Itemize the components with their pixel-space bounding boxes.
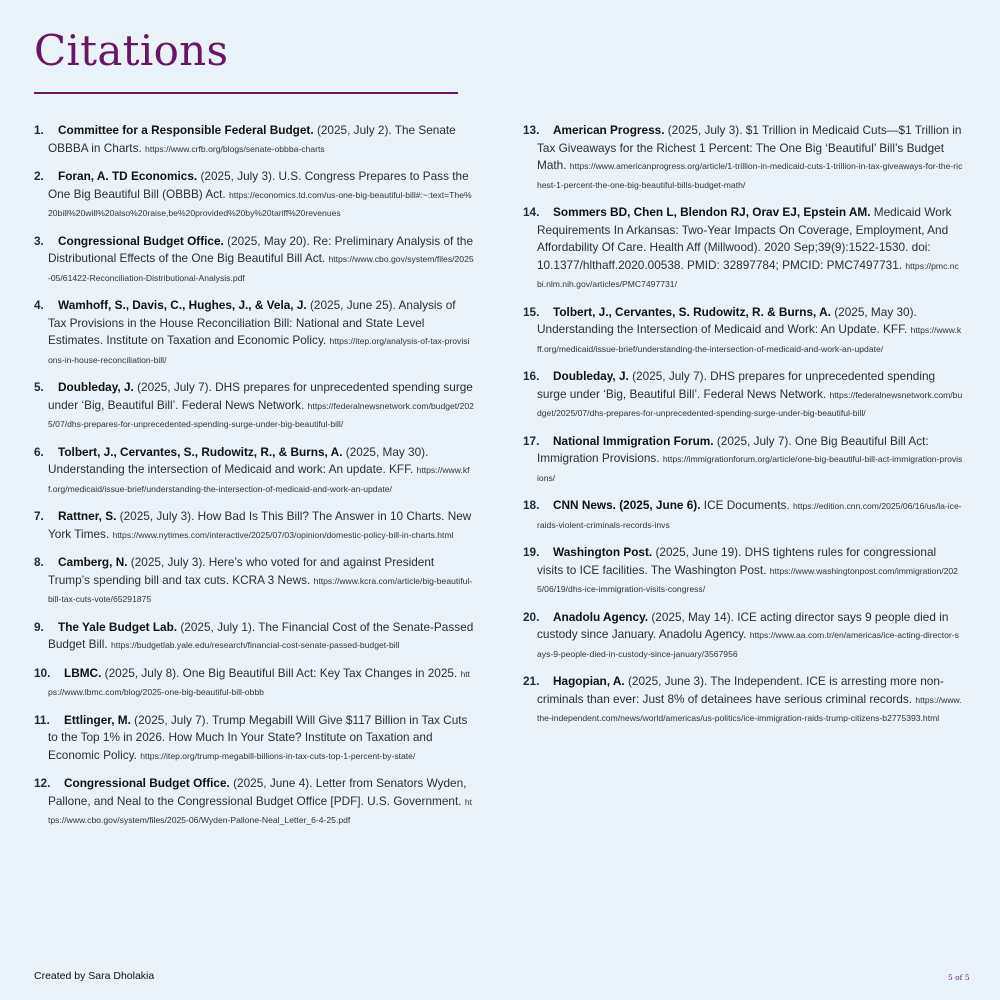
- citation-item: [523, 368, 963, 423]
- citation-number: 5.: [34, 380, 44, 394]
- citation-number: 2.: [34, 169, 44, 183]
- citation-detail: Medicaid Work Requirements In Arkansas: Two-Year Impacts On Coverage, Employment, And Affordability Of Care. Health Aff (Millwood). 2020 Sep;39(9):1522-1530. doi: 10.1377/hlthaff.2020.00538. PMID: 32897784; PMCID: PMC7497731.: [537, 205, 952, 272]
- citation-detail: (2025, May 30). Understanding the Intersection of Medicaid and Work: An Update. KFF.: [537, 304, 917, 336]
- citation-item: [34, 168, 474, 223]
- citation-number: 20.: [523, 609, 540, 624]
- citation-detail: (2025, July 1). The Financial Cost of the Senate-Passed Budget Bill.: [48, 619, 474, 651]
- citation-author: Wamhoff, S., Davis, C., Hughes, J., & Vela, J.: [58, 298, 307, 312]
- citation-number: 6.: [34, 444, 44, 459]
- citation-link[interactable]: https://www.washingtonpost.com/immigration/2025/06/19/dhs-ice-immigration-visits-congress/: [537, 565, 958, 594]
- citation-link[interactable]: https://edition.cnn.com/2025/06/16/us/la-ice-raids-violent-criminals-records-invs: [537, 501, 962, 530]
- citation-detail: (2025, July 7). One Big Beautiful Bill Act: Immigration Provisions.: [537, 433, 929, 465]
- citation-author: Hagopian, A.: [553, 674, 625, 688]
- citation-item: [34, 122, 474, 158]
- page-title: Citations: [34, 26, 229, 75]
- citation-item: [34, 712, 474, 766]
- citation-link[interactable]: https://www.cbo.gov/system/files/2025-05/61422-Reconciliation-Distributional-Analysis.pdf: [48, 254, 474, 283]
- citation-link[interactable]: https://www.aa.com.tr/en/americas/ice-acting-director-says-9-people-died-in-custody-since-january/3567956: [537, 630, 959, 659]
- citation-detail: (2025, May 14). ICE acting director says 9 people died in custody since January. Anadolu Agency.: [537, 609, 949, 641]
- citation-number: 21.: [523, 674, 540, 688]
- citation-author: Ettlinger, M.: [64, 712, 131, 727]
- citation-number: 8.: [34, 555, 44, 569]
- citation-detail: (2025, July 2). The Senate OBBBA in Charts.: [48, 123, 456, 155]
- citation-detail: (2025, July 3). Here’s who voted for and against President Trump’s spending bill and tax cuts. KCRA 3 News.: [48, 555, 435, 587]
- citation-item: [523, 609, 963, 664]
- citation-link[interactable]: https://www.the-independent.com/news/world/americas/us-politics/ice-immigration-raids-trump-citizens-b2775393.html: [537, 694, 962, 723]
- citation-item: [523, 122, 963, 194]
- citation-number: 16.: [523, 369, 540, 383]
- citation-number: 10.: [34, 665, 51, 680]
- citation-link[interactable]: https://www.nytimes.com/interactive/2025/07/03/opinion/domestic-policy-bill-in-charts.html: [112, 529, 454, 540]
- citation-link[interactable]: https://www.americanprogress.org/article/1-trillion-in-medicaid-cuts-1-trillion-in-tax-giveaways-for-the-richest-1-percent-the-one-big-beautiful-bills-budget-math/: [537, 161, 963, 190]
- citation-detail: (2025, June 4). Letter from Senators Wyden, Pallone, and Neal to the Congressional Budget Office [PDF]. U.S. Government.: [48, 776, 467, 808]
- citation-item: [523, 544, 963, 599]
- citation-number: 4.: [34, 298, 44, 312]
- citation-link[interactable]: https://economics.td.com/us-one-big-beautiful-bill#:~:text=The%20bill%20will%20also%20raise,be%20provided%20by%20tariff%20revenues: [48, 189, 472, 218]
- citation-author: The Yale Budget Lab.: [58, 619, 178, 634]
- citation-detail: (2025, July 7). DHS prepares for unprecedented spending surge under ‘Big, Beautiful Bill’. Federal News Network.: [48, 380, 473, 412]
- citation-detail: (2025, July 3). U.S. Congress Prepares to Pass the One Big Beautiful Bill (OBBB) Act.: [48, 169, 469, 201]
- citation-item: [34, 233, 474, 288]
- citation-item: [34, 554, 474, 609]
- citation-author: CNN News. (2025, June 6).: [553, 498, 701, 512]
- citation-link[interactable]: https://itep.org/trump-megabill-billions-in-tax-cuts-top-1-percent-by-state/: [140, 750, 416, 761]
- citation-item: [34, 297, 474, 369]
- citation-link[interactable]: https://www.crfb.org/blogs/senate-obbba-charts: [145, 143, 325, 154]
- citation-number: 14.: [523, 205, 540, 219]
- citation-author: Tolbert, J., Cervantes, S. Rudowitz, R. & Burns, A.: [553, 304, 831, 319]
- citation-item: [34, 379, 474, 434]
- citation-number: 1.: [34, 123, 44, 137]
- citations-column-right: [523, 122, 963, 738]
- citation-author: Foran, A. TD Economics.: [58, 169, 198, 183]
- citation-number: 13.: [523, 123, 540, 137]
- citation-number: 7.: [34, 509, 44, 523]
- citation-author: Anadolu Agency.: [553, 609, 649, 624]
- citation-number: 12.: [34, 776, 51, 790]
- citation-author: Tolbert, J., Cervantes, S., Rudowitz, R., & Burns, A.: [58, 444, 343, 459]
- citation-link[interactable]: https://pmc.ncbi.nlm.nih.gov/articles/PMC7497731/: [537, 260, 959, 289]
- citation-number: 3.: [34, 233, 44, 248]
- citation-detail: ICE Documents.: [703, 498, 790, 512]
- footer-credit: Created by Sara Dholakia: [34, 970, 155, 982]
- citation-detail: (2025, July 7). DHS prepares for unprecedented spending surge under ‘Big, Beautiful Bill’. Federal News Network.: [537, 369, 936, 401]
- citation-number: 15.: [523, 304, 540, 319]
- citation-number: 11.: [34, 712, 50, 727]
- citation-author: Camberg, N.: [58, 555, 128, 569]
- citation-list-left: [34, 122, 474, 830]
- citation-author: Washington Post.: [553, 545, 653, 559]
- citation-detail: (2025, July 3). How Bad Is This Bill? The Answer in 10 Charts. New York Times.: [48, 509, 472, 541]
- citation-author: Congressional Budget Office.: [58, 233, 224, 248]
- citation-link[interactable]: https://budgetlab.yale.edu/research/financial-cost-senate-passed-budget-bill: [110, 640, 400, 650]
- citation-author: Congressional Budget Office.: [64, 776, 230, 790]
- citation-item: [523, 497, 963, 534]
- citation-author: Rattner, S.: [58, 509, 117, 523]
- citation-item: [523, 304, 963, 359]
- citation-author: Doubleday, J.: [58, 380, 134, 394]
- citation-number: 17.: [523, 433, 540, 448]
- citation-author: National Immigration Forum.: [553, 433, 714, 448]
- citation-list-right: [523, 122, 963, 728]
- citation-number: 9.: [34, 619, 44, 634]
- citation-number: 19.: [523, 545, 540, 559]
- citation-item: [34, 444, 474, 499]
- citation-item: [34, 665, 474, 702]
- citation-author: Sommers BD, Chen L, Blendon RJ, Orav EJ, Epstein AM.: [553, 205, 871, 219]
- citation-author: American Progress.: [553, 123, 665, 137]
- citations-column-left: [34, 122, 474, 840]
- citation-author: Doubleday, J.: [553, 369, 629, 383]
- title-underline: [34, 92, 458, 94]
- citation-item: [523, 673, 963, 728]
- citation-item: [523, 433, 963, 488]
- citation-detail: (2025, June 25). Analysis of Tax Provisions in the House Reconciliation Bill: National and State Level Estimates. Institute on Taxation and Economic Policy.: [48, 298, 456, 347]
- citation-link[interactable]: https://www.kff.org/medicaid/issue-brief/understanding-the-intersection-of-medicaid-and-work-an-update/: [48, 465, 470, 494]
- citation-detail: (2025, July 8). One Big Beautiful Bill Act: Key Tax Changes in 2025.: [104, 665, 458, 680]
- citation-link[interactable]: https://federalnewsnetwork.com/budget/2025/07/dhs-prepares-for-unprecedented-spending-surge-under-big-beautiful-bill/: [537, 389, 963, 418]
- page-number: 5 of 5: [948, 973, 970, 982]
- citation-detail: (2025, June 3). The Independent. ICE is arresting more non-criminals than ever: Just 8% of detainees have serious criminal records.: [537, 674, 944, 706]
- citation-detail: (2025, July 3). $1 Trillion in Medicaid Cuts—$1 Trillion in Tax Giveaways for the Richest 1 Percent: The One Big ‘Beautiful’ Bill’s Budget Math.: [537, 123, 962, 172]
- citation-item: [34, 775, 474, 830]
- citation-item: [523, 204, 963, 294]
- citation-item: [34, 508, 474, 544]
- citation-link[interactable]: https://www.cbo.gov/system/files/2025-06/Wyden-Pallone-Neal_Letter_6-4-25.pdf: [48, 796, 473, 825]
- citation-detail: (2025, June 19). DHS tightens rules for congressional visits to ICE facilities. The Washington Post.: [537, 545, 937, 577]
- citation-link[interactable]: https://immigrationforum.org/article/one-big-beautiful-bill-act-immigration-provisions/: [537, 454, 963, 483]
- citation-detail: (2025, May 20). Re: Preliminary Analysis of the Distributional Effects of the One Big Beautiful Bill Act.: [48, 233, 473, 265]
- citation-link[interactable]: https://www.kcra.com/article/big-beautiful-bill-tax-cuts-vote/65291875: [48, 575, 473, 604]
- citation-number: 18.: [523, 498, 540, 512]
- citation-item: [34, 619, 474, 655]
- citation-author: Committee for a Responsible Federal Budget.: [58, 123, 314, 137]
- citation-link[interactable]: https://www.kff.org/medicaid/issue-brief/understanding-the-intersection-of-medicaid-and-work-an-update/: [537, 325, 962, 354]
- citation-detail: (2025, July 7). Trump Megabill Will Give $117 Billion in Tax Cuts to the Top 1% in 2026. How Much In Your State? Institute on Taxation and Economic Policy.: [48, 712, 468, 762]
- citation-detail: (2025, May 30). Understanding the intersection of Medicaid and work: An update. KFF.: [48, 444, 429, 476]
- citation-link[interactable]: https://itep.org/analysis-of-tax-provisions-in-house-reconciliation-bill/: [48, 336, 470, 365]
- citation-link[interactable]: https://www.lbmc.com/blog/2025-one-big-beautiful-bill-obbb: [48, 668, 471, 697]
- citation-link[interactable]: https://federalnewsnetwork.com/budget/2025/07/dhs-prepares-for-unprecedented-spending-surge-under-big-beautiful-bill/: [48, 400, 474, 429]
- citation-author: LBMC.: [64, 665, 102, 680]
